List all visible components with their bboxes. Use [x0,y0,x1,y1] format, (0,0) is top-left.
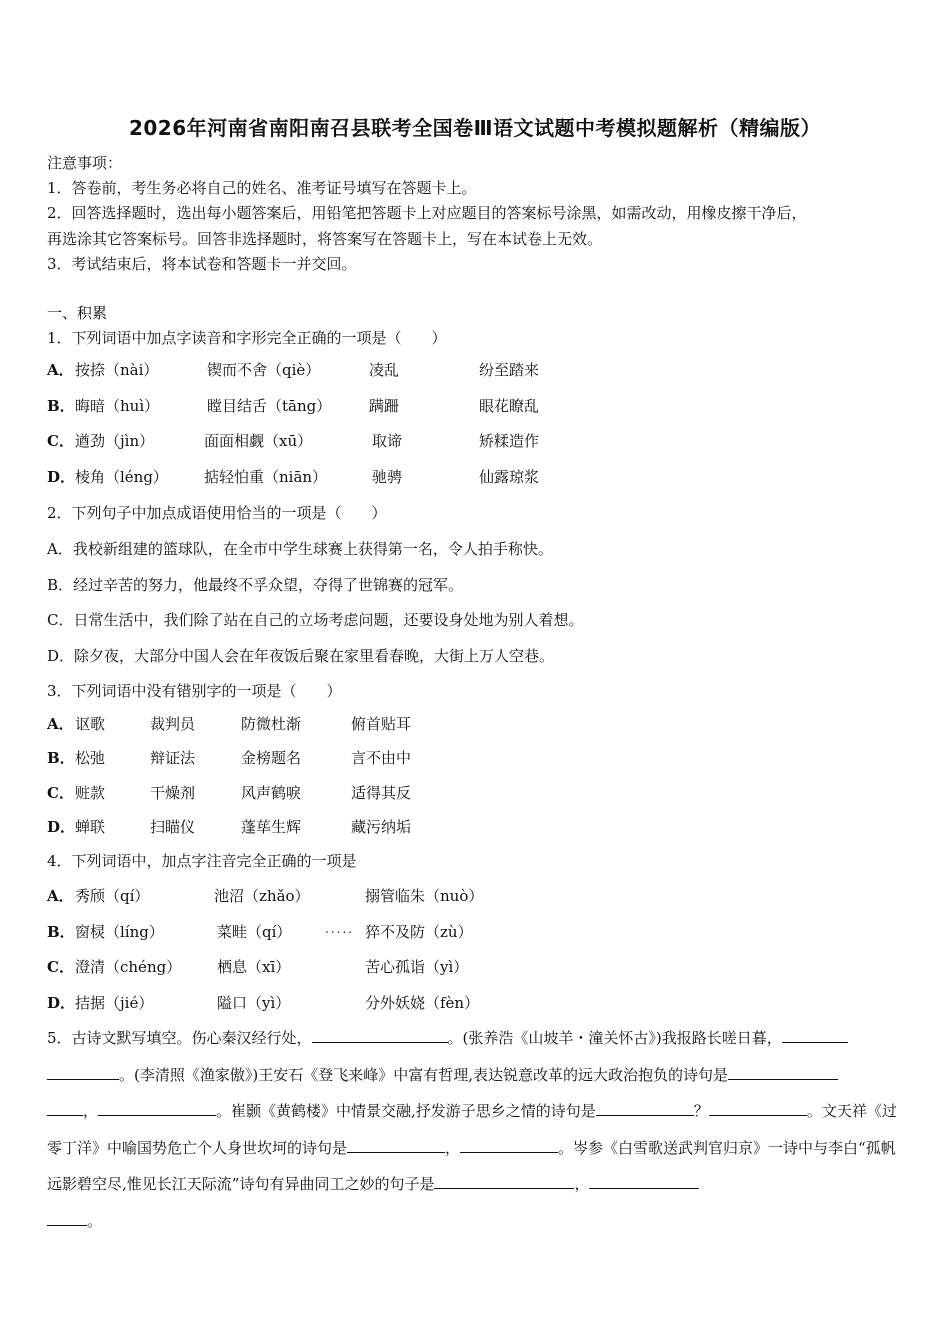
notice-heading: 注意事项： [47,154,123,172]
q5-text: ？ [693,1102,709,1120]
option-item: 驰骋 [372,468,403,486]
q5-text: 。 [87,1211,103,1230]
option-letter: B． [47,397,75,415]
option-item: 蓬荜生辉 [241,818,302,836]
question-4-stem: 4．下列词语中，加点字注音完全正确的一项是 [47,852,357,870]
option-letter: D． [47,994,76,1012]
emphasis-dots: ..... [325,922,355,936]
option-item: 言不由中 [351,749,412,767]
q5-text: 。岑参《白雪歌送武判官归京》一诗中与李白“孤帆远影碧空尽,惟见长江天际流”诗句有异曲同工之妙的句子是 [47,1138,896,1193]
question-5-text [47,1020,899,1239]
answer-blank[interactable] [47,1210,87,1226]
option-letter: A． [47,887,74,905]
option-item: 风声鹤唳 [241,784,302,802]
answer-blank[interactable] [434,1173,574,1189]
option-item: 讴歌 [75,715,106,733]
option-item: 眼花瞭乱 [479,397,540,415]
option-item: 俯首贴耳 [351,715,412,733]
option-letter: B． [47,923,75,941]
option-item: 掂轻怕重（niān） [204,468,328,486]
option-item: 仙露琼浆 [479,468,540,486]
option-letter: A． [47,361,74,379]
option-letter: C． [47,958,74,976]
notice-item: 3．考试结束后，将本试卷和答题卡一并交回。 [47,255,357,273]
option-item: 瞠目结舌（tāng） [207,397,332,415]
option-item: 遒劲（jìn） [75,432,155,450]
answer-blank[interactable] [596,1100,694,1116]
option-item: 凌乱 [369,361,400,379]
q5-text: 。(李清照《渔家傲》)王安石《登飞来峰》中富有哲理,表达锐意改革的远大政治抱负的诗句是 [119,1065,728,1084]
option-item: 干燥剂 [150,784,196,802]
answer-blank[interactable] [782,1027,848,1043]
answer-blank[interactable] [312,1027,448,1043]
page-title: 2026年河南省南阳南召县联考全国卷Ⅲ语文试题中考模拟题解析（精编版） [128,116,822,140]
option-letter: C． [47,432,74,450]
option-item: 苦心孤诣（yì） [365,958,469,976]
q2-option-c: C．日常生活中，我们除了站在自己的立场考虑问题，还要设身处地为别人着想。 [47,611,584,629]
q5-text: 5．古诗文默写填空。伤心秦汉经行处， [47,1029,312,1047]
option-item: 搦管临朱（nuò） [365,887,484,905]
answer-blank[interactable] [728,1064,838,1080]
q5-text: ， [574,1175,590,1193]
q5-text: ， [83,1102,99,1120]
option-item: 猝不及防（zù） [365,923,473,941]
answer-blank[interactable] [47,1100,83,1116]
option-item: 拮据（jié） [75,994,154,1012]
option-item: 扫瞄仪 [150,818,196,836]
option-item: 晦暗（huì） [75,397,160,415]
q5-text: 。文天祥《过零丁洋》中喻国势危亡个人身世坎坷的诗句是 [47,1102,897,1157]
option-item: 辩证法 [150,749,196,767]
option-item: 蝉联 [75,818,106,836]
option-item: 矫糅造作 [479,432,540,450]
option-item: 池沼（zhǎo） [214,887,310,905]
option-item: 纷至踏来 [479,361,540,379]
option-item: 窗棂（líng） [75,923,164,941]
option-item: 栖息（xī） [217,958,291,976]
option-item: 取谛 [372,432,403,450]
q5-text: ， [445,1138,461,1157]
option-item: 松弛 [75,749,106,767]
question-3-stem: 3．下列词语中没有错别字的一项是（ ） [47,682,342,700]
option-item: 金榜题名 [241,749,302,767]
option-item: 棱角（léng） [75,468,168,486]
option-item: 隘口（yì） [217,994,291,1012]
option-letter: B． [47,749,75,767]
option-item: 分外妖娆（fèn） [365,994,480,1012]
option-item: 适得其反 [351,784,412,802]
q2-option-b: B．经过辛苦的努力，他最终不孚众望，夺得了世锦赛的冠军。 [47,576,464,594]
q2-option-a: A．我校新组建的篮球队，在全市中学生球赛上获得第一名，令人拍手称快。 [47,540,553,558]
notice-item: 2．回答选择题时，选出每小题答案后，用铅笔把答题卡上对应题目的答案标号涂黑，如需改动，用橡皮擦干净后， [47,204,807,222]
option-item: 锲而不舍（qiè） [207,361,321,379]
answer-blank[interactable] [98,1100,216,1116]
section-heading: 一、积累 [47,304,108,322]
option-item: 澄清（chéng） [75,958,182,976]
answer-blank[interactable] [589,1173,699,1189]
option-letter: D． [47,468,76,486]
option-item: 藏污纳垢 [351,818,412,836]
answer-blank[interactable] [460,1137,558,1153]
option-item: 面面相觑（xū） [204,432,313,450]
option-item: 裁判员 [150,715,196,733]
question-1-stem: 1．下列词语中加点字读音和字形完全正确的一项是（ ） [47,329,447,347]
answer-blank[interactable] [347,1137,445,1153]
option-item: 赃款 [75,784,106,802]
option-letter: A． [47,715,74,733]
option-letter: D． [47,818,76,836]
q2-option-d: D．除夕夜，大部分中国人会在年夜饭后聚在家里看春晚，大街上万人空巷。 [47,647,555,665]
option-item: 防微杜渐 [241,715,302,733]
question-2-stem: 2．下列句子中加点成语使用恰当的一项是（ ） [47,504,387,522]
answer-blank[interactable] [47,1064,119,1080]
option-item: 菜畦（qí） [217,923,292,941]
option-item: 按捺（nài） [75,361,159,379]
answer-blank[interactable] [709,1100,807,1116]
notice-item: 1．答卷前，考生务必将自己的姓名、准考证号填写在答题卡上。 [47,179,477,197]
option-letter: C． [47,784,74,802]
notice-item: 再选涂其它答案标号。回答非选择题时，将答案写在答题卡上，写在本试卷上无效。 [47,230,603,248]
option-item: 秀颀（qí） [75,887,150,905]
option-item: 蹒跚 [369,397,400,415]
q5-text: 。崔颢《黄鹤楼》中情景交融,抒发游子思乡之情的诗句是 [216,1102,596,1120]
q5-text: 。(张养浩《山坡羊・潼关怀古》)我报路长嗟日暮， [447,1029,782,1047]
